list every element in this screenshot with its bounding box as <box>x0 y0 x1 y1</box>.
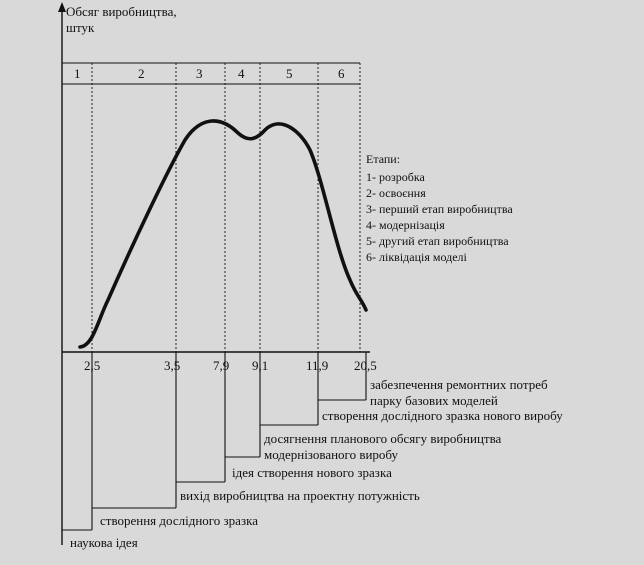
stage-number-3: 3 <box>196 66 203 81</box>
x-tick-3-5: 3,5 <box>164 358 181 373</box>
legend-item-2: 2- освоєння <box>366 186 426 200</box>
milestone-prototype: створення дослідного зразка <box>100 513 258 528</box>
x-tick-20-5: 20,5 <box>354 358 377 373</box>
legend-item-1: 1- розробка <box>366 170 425 184</box>
legend-item-3: 3- перший етап виробництва <box>366 202 513 216</box>
stage-number-6: 6 <box>338 66 345 81</box>
x-tick-7-9: 7,9 <box>213 358 230 373</box>
legend-item-6: 6- ліквідація моделі <box>366 250 467 264</box>
y-axis-arrow <box>58 2 66 12</box>
y-axis-label-line1: Обсяг виробництва, <box>66 4 177 19</box>
milestone-scientific-idea: наукова ідея <box>70 535 138 550</box>
x-tick-9-1: 9,1 <box>252 358 269 373</box>
stage-number-1: 1 <box>74 66 81 81</box>
y-axis-label-line2: штук <box>66 20 95 35</box>
x-tick-11-9: 11,9 <box>306 358 329 373</box>
milestone-new-sample-idea: ідея створення нового зразка <box>232 465 392 480</box>
legend-title: Етапи: <box>366 152 401 166</box>
lifecycle-curve <box>80 121 366 347</box>
milestone-repair-needs-line2: парку базових моделей <box>370 393 498 408</box>
milestone-planned-volume-line1: досягнення планового обсягу виробництва <box>264 431 502 446</box>
milestone-new-product-prototype: створення дослідного зразка нового виробу <box>322 408 563 423</box>
milestone-design-capacity: вихід виробництва на проектну потужність <box>180 488 420 503</box>
legend-item-4: 4- модернізація <box>366 218 445 232</box>
stage-separators <box>92 63 360 352</box>
milestone-planned-volume-line2: модернізованого виробу <box>264 447 399 462</box>
stage-number-4: 4 <box>238 66 245 81</box>
legend-item-5: 5- другий етап виробництва <box>366 234 509 248</box>
stage-number-5: 5 <box>286 66 293 81</box>
milestone-repair-needs-line1: забезпечення ремонтних потреб <box>370 377 548 392</box>
x-tick-2-5: 2,5 <box>84 358 101 373</box>
stage-number-2: 2 <box>138 66 145 81</box>
